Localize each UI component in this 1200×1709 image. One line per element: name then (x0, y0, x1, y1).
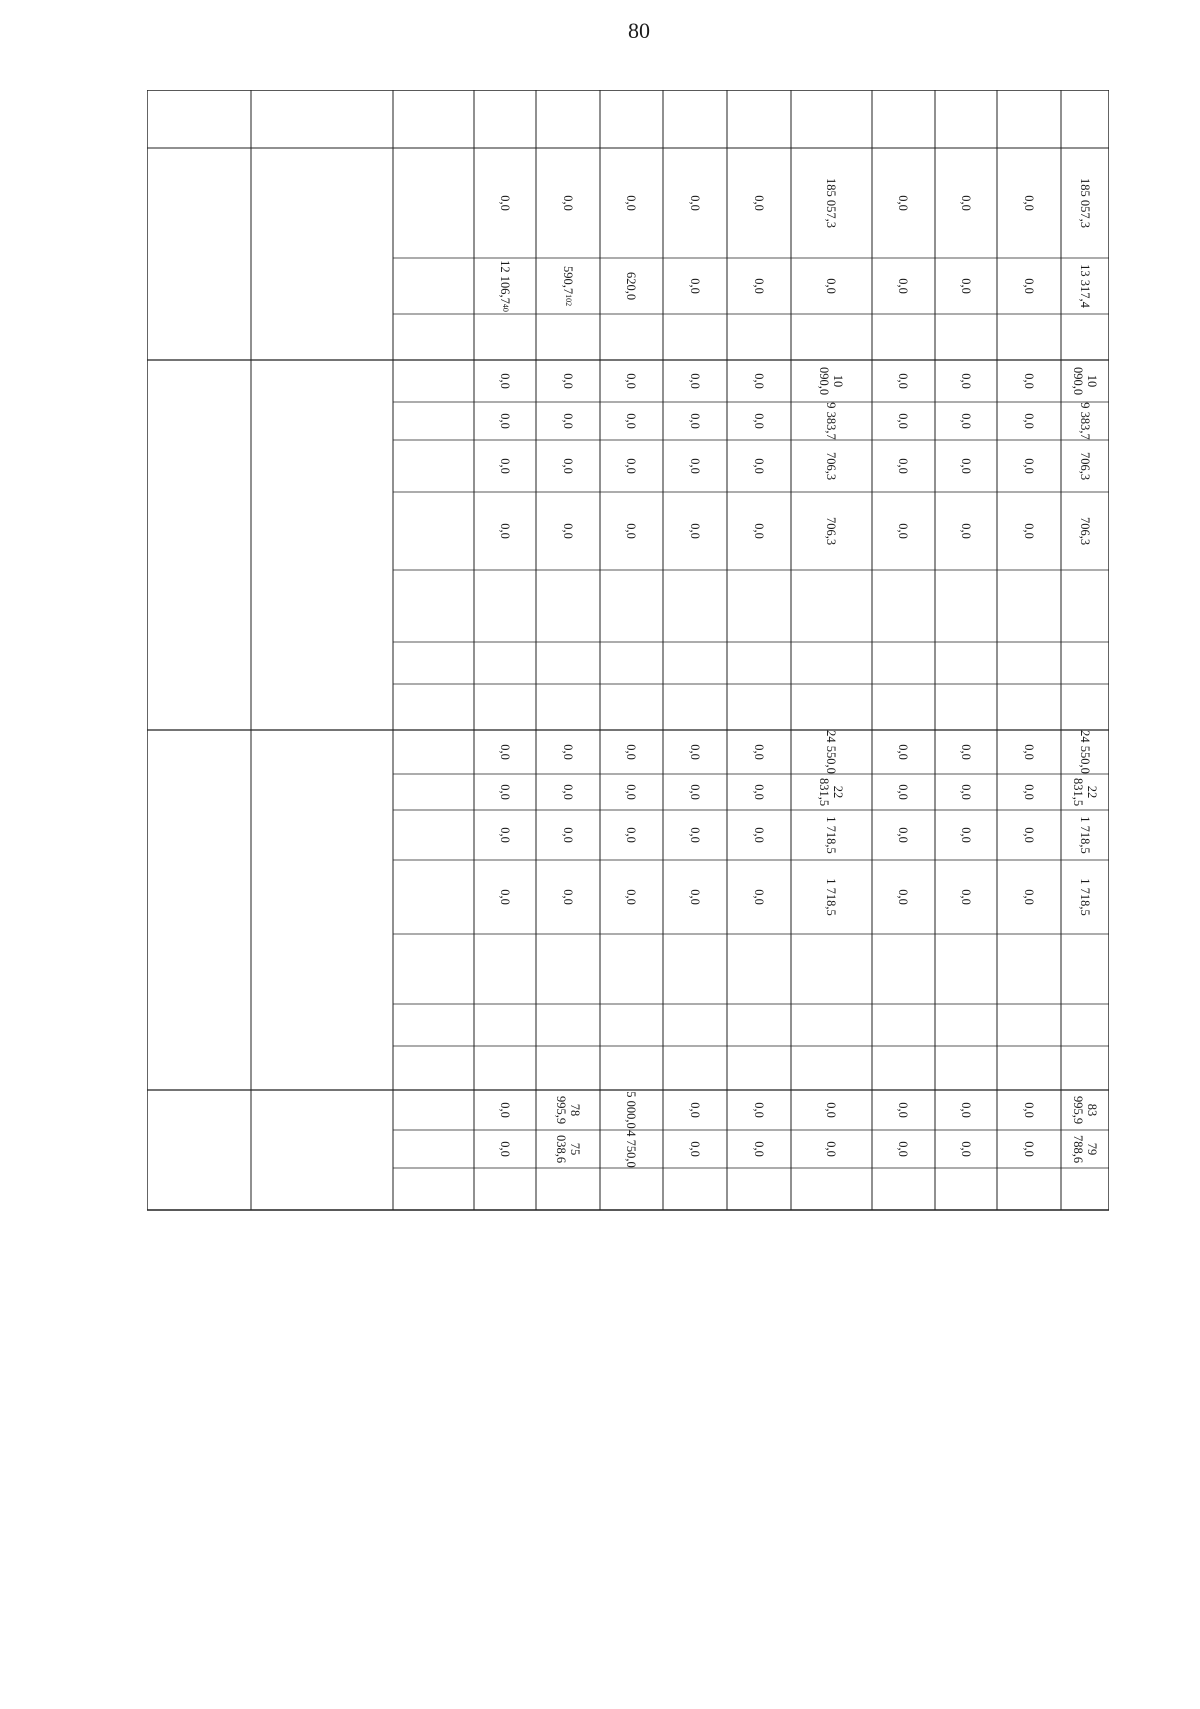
amount-cell (663, 1130, 727, 1168)
page-number: 80 (628, 18, 650, 43)
column-number-header (935, 90, 997, 148)
source-label (395, 862, 472, 937)
amount-cell (536, 440, 600, 492)
amount-value: 0,0 (688, 523, 702, 539)
amount-cell (935, 402, 997, 440)
amount-cell (727, 492, 791, 570)
amount-cell (1061, 148, 1109, 258)
amount-cell (1061, 440, 1109, 492)
amount-cell (536, 1130, 600, 1168)
amount-cell (791, 492, 872, 570)
amount-cell (474, 258, 536, 314)
amount-cell (935, 360, 997, 402)
amount-value: 620,0 (624, 271, 639, 301)
amount-value: 0,0 (498, 195, 512, 211)
amount-cell (997, 1090, 1061, 1130)
amount-cell (663, 1090, 727, 1130)
amount-cell (791, 440, 872, 492)
amount-cell (474, 774, 536, 810)
amount-cell (935, 810, 997, 860)
amount-value: 0,0 (752, 413, 766, 429)
amount-value: 0,0 (498, 744, 512, 760)
source-label (395, 686, 472, 733)
amount-cell (1061, 360, 1109, 402)
amount-value: 1 718,5 (824, 816, 839, 854)
column-number-header (600, 90, 663, 148)
amount-value: 0,0 (561, 523, 575, 539)
amount-cell (663, 810, 727, 860)
amount-cell (474, 1130, 536, 1168)
measure-title (149, 364, 248, 733)
amount-cell (536, 730, 600, 774)
amount-value: 0,0 (624, 413, 639, 429)
amount-cell (536, 1090, 600, 1130)
amount-cell (663, 360, 727, 402)
amount-value: 0,0 (1022, 458, 1036, 474)
amount-cell (1061, 1130, 1109, 1168)
amount-value: 0,0 (1022, 827, 1036, 843)
amount-cell (791, 1090, 872, 1130)
amount-value: 0,0 (561, 413, 575, 429)
amount-value: 0,0 (896, 458, 911, 474)
amount-cell (727, 258, 791, 314)
amount-cell (474, 360, 536, 402)
source-label (395, 404, 472, 443)
amount-value: 10 090,0 (817, 366, 846, 396)
amount-cell (791, 774, 872, 810)
column-number-header (393, 90, 474, 148)
amount-cell (997, 360, 1061, 402)
amount-value: 0,0 (688, 1141, 702, 1157)
amount-value: 0,0 (561, 784, 575, 800)
amount-cell (536, 148, 600, 258)
amount-value: 590,7 (561, 265, 575, 295)
amount-value: 0,0 (752, 1102, 766, 1118)
amount-value: 0,0 (1022, 278, 1036, 294)
amount-value: 0,0 (1022, 195, 1036, 211)
column-number-header (251, 90, 393, 148)
amount-value: 0,0 (959, 1141, 973, 1157)
amount-cell (1061, 1090, 1109, 1130)
amount-value: 0,0 (498, 1141, 512, 1157)
amount-value: 706,3 (824, 451, 839, 481)
amount-cell (997, 440, 1061, 492)
amount-value: 0,0 (498, 784, 512, 800)
amount-cell (536, 860, 600, 934)
column-number-header (872, 90, 935, 148)
column-number-header (1061, 90, 1109, 148)
amount-cell (1061, 492, 1109, 570)
amount-cell (727, 860, 791, 934)
amount-value: 0,0 (752, 744, 766, 760)
amount-value: 0,0 (896, 523, 911, 539)
amount-value: 0,0 (959, 889, 973, 905)
amount-cell (997, 730, 1061, 774)
rotated-table-frame (147, 90, 1109, 1640)
amount-cell (600, 1130, 663, 1168)
source-label (395, 776, 472, 813)
amount-value: 75 038,6 (554, 1134, 582, 1164)
amount-value: 0,0 (959, 413, 973, 429)
amount-value: 0,0 (1022, 889, 1036, 905)
amount-value: 0,0 (896, 1102, 911, 1118)
amount-cell (663, 492, 727, 570)
amount-cell (872, 860, 935, 934)
amount-value: 0,0 (824, 278, 839, 294)
amount-value: 0,0 (959, 1102, 973, 1118)
amount-cell (997, 148, 1061, 258)
amount-value: 0,0 (688, 373, 702, 389)
amount-value: 706,3 (1078, 451, 1092, 481)
source-label (395, 150, 472, 261)
column-number-header (474, 90, 536, 148)
amount-cell (600, 360, 663, 402)
amount-value: 0,0 (959, 458, 973, 474)
amount-value: 0,0 (688, 784, 702, 800)
amount-value: 0,0 (752, 195, 766, 211)
amount-value: 0,0 (752, 278, 766, 294)
amount-cell (935, 860, 997, 934)
amount-value: 0,0 (896, 413, 911, 429)
amount-cell (997, 402, 1061, 440)
amount-value: 0,0 (624, 373, 639, 389)
source-label (395, 1048, 472, 1093)
amount-cell (791, 1130, 872, 1168)
amount-value: 0,0 (896, 278, 911, 294)
amount-value: 24 550,0 (824, 730, 839, 774)
amount-cell (997, 492, 1061, 570)
amount-value: 9 383,7 (1078, 402, 1092, 440)
source-label (395, 732, 472, 777)
amount-cell (1061, 730, 1109, 774)
amount-value: 1 718,5 (1078, 816, 1092, 854)
source-label (395, 1006, 472, 1049)
amount-cell (935, 258, 997, 314)
amount-cell (872, 1130, 935, 1168)
amount-value: 0,0 (824, 1102, 839, 1118)
amount-cell (600, 1090, 663, 1130)
amount-value: 0,0 (624, 889, 639, 905)
amount-value: 0,0 (959, 744, 973, 760)
amount-value: 0,0 (498, 413, 512, 429)
amount-cell (727, 440, 791, 492)
responsible-executor (255, 368, 389, 730)
amount-cell (727, 730, 791, 774)
amount-value: 0,0 (561, 827, 575, 843)
amount-cell (872, 1090, 935, 1130)
column-number-header (727, 90, 791, 148)
amount-value: 13 317,4 (1078, 264, 1092, 308)
amount-value: 5 000,0 (624, 1091, 639, 1129)
amount-cell (600, 774, 663, 810)
amount-value: 22 831,5 (817, 777, 846, 807)
amount-value: 0,0 (1022, 1102, 1036, 1118)
amount-value: 0,0 (498, 827, 512, 843)
footnote-marker: 40 (501, 303, 510, 312)
amount-cell (872, 774, 935, 810)
amount-value: 0,0 (561, 889, 575, 905)
responsible-executor (255, 738, 389, 1090)
amount-cell (791, 402, 872, 440)
measure-title (149, 1094, 248, 1213)
amount-value: 0,0 (1022, 413, 1036, 429)
source-label (395, 644, 472, 687)
amount-cell (872, 258, 935, 314)
column-number-header (536, 90, 600, 148)
column-number-header (997, 90, 1061, 148)
amount-value: 0,0 (896, 889, 911, 905)
amount-value: 0,0 (688, 195, 702, 211)
amount-cell (474, 860, 536, 934)
amount-value: 0,0 (561, 458, 575, 474)
amount-cell (935, 148, 997, 258)
amount-value: 1 718,5 (1078, 878, 1092, 916)
amount-cell (1061, 860, 1109, 934)
source-label (395, 494, 472, 573)
amount-value: 0,0 (624, 784, 639, 800)
amount-value: 0,0 (688, 744, 702, 760)
amount-value: 22 831,5 (1071, 777, 1099, 807)
amount-cell (474, 440, 536, 492)
amount-value: 0,0 (959, 195, 973, 211)
source-label (395, 572, 472, 645)
amount-value: 0,0 (1022, 744, 1036, 760)
amount-cell (536, 402, 600, 440)
amount-cell (663, 730, 727, 774)
amount-cell (600, 860, 663, 934)
amount-value: 0,0 (959, 373, 973, 389)
amount-value: 706,3 (824, 516, 839, 546)
amount-cell (474, 1090, 536, 1130)
amount-value: 0,0 (959, 278, 973, 294)
amount-cell (935, 1090, 997, 1130)
amount-cell (474, 730, 536, 774)
amount-cell (600, 492, 663, 570)
amount-value: 0,0 (752, 523, 766, 539)
amount-cell (997, 860, 1061, 934)
amount-cell (791, 810, 872, 860)
amount-value: 0,0 (498, 458, 512, 474)
amount-value: 0,0 (624, 744, 639, 760)
amount-value: 0,0 (688, 458, 702, 474)
amount-cell (474, 810, 536, 860)
responsible-executor (255, 1098, 389, 1210)
amount-value: 0,0 (1022, 1141, 1036, 1157)
amount-cell (727, 148, 791, 258)
amount-value: 4 750,0 (624, 1130, 639, 1168)
source-label (395, 812, 472, 863)
amount-value: 0,0 (896, 744, 911, 760)
amount-cell (536, 774, 600, 810)
amount-cell (727, 402, 791, 440)
amount-cell (536, 810, 600, 860)
amount-value: 78 995,9 (554, 1095, 582, 1125)
amount-value: 185 057,3 (1078, 178, 1092, 228)
amount-cell (935, 1130, 997, 1168)
amount-value: 0,0 (1022, 523, 1036, 539)
amount-value: 0,0 (688, 827, 702, 843)
amount-value: 9 383,7 (824, 402, 839, 440)
amount-value: 0,0 (896, 1141, 911, 1157)
amount-cell (663, 774, 727, 810)
amount-value: 12 106,7 (498, 260, 512, 304)
amount-value: 0,0 (688, 1102, 702, 1118)
footnote-marker: 102 (564, 294, 573, 307)
amount-cell (791, 860, 872, 934)
amount-cell (727, 360, 791, 402)
amount-cell (997, 774, 1061, 810)
amount-cell (872, 440, 935, 492)
amount-value: 0,0 (688, 278, 702, 294)
column-number-header (147, 90, 251, 148)
amount-value: 0,0 (752, 1141, 766, 1157)
amount-value: 0,0 (624, 195, 639, 211)
amount-value: 0,0 (959, 523, 973, 539)
amount-value: 0,0 (896, 827, 911, 843)
amount-value: 0,0 (624, 458, 639, 474)
amount-cell (872, 730, 935, 774)
amount-value: 0,0 (561, 373, 575, 389)
amount-value: 0,0 (498, 373, 512, 389)
amount-value: 0,0 (959, 827, 973, 843)
amount-cell (600, 810, 663, 860)
amount-cell (1061, 810, 1109, 860)
amount-value: 24 550,0 (1078, 730, 1092, 774)
amount-cell (791, 258, 872, 314)
amount-cell (663, 860, 727, 934)
amount-cell (536, 492, 600, 570)
amount-value: 0,0 (896, 373, 911, 389)
amount-value: 706,3 (1078, 516, 1092, 546)
amount-cell (600, 440, 663, 492)
source-label (395, 1132, 472, 1171)
amount-cell (474, 492, 536, 570)
amount-cell (872, 148, 935, 258)
amount-cell (536, 258, 600, 314)
amount-value: 0,0 (752, 827, 766, 843)
amount-cell (997, 258, 1061, 314)
amount-cell (663, 148, 727, 258)
amount-cell (935, 492, 997, 570)
amount-value: 0,0 (498, 1102, 512, 1118)
amount-value: 0,0 (624, 827, 639, 843)
amount-value: 0,0 (688, 413, 702, 429)
amount-value: 0,0 (688, 889, 702, 905)
amount-cell (727, 810, 791, 860)
amount-value: 0,0 (752, 373, 766, 389)
source-label (395, 1092, 472, 1133)
amount-value: 0,0 (624, 523, 639, 539)
amount-cell (872, 810, 935, 860)
column-number-header (791, 90, 872, 148)
source-label (395, 316, 472, 363)
amount-cell (935, 730, 997, 774)
amount-value: 185 057,3 (824, 178, 839, 228)
amount-cell (872, 492, 935, 570)
amount-value: 0,0 (752, 458, 766, 474)
amount-value: 0,0 (561, 195, 575, 211)
amount-cell (872, 402, 935, 440)
amount-cell (935, 774, 997, 810)
amount-cell (791, 730, 872, 774)
source-label (395, 936, 472, 1007)
amount-cell (600, 148, 663, 258)
amount-value: 0,0 (1022, 373, 1036, 389)
amount-cell (663, 440, 727, 492)
amount-value: 0,0 (896, 195, 911, 211)
amount-value: 83 995,9 (1071, 1095, 1099, 1125)
amount-cell (1061, 774, 1109, 810)
source-label (395, 442, 472, 495)
amount-cell (935, 440, 997, 492)
amount-cell (997, 1130, 1061, 1168)
amount-value: 1 718,5 (824, 878, 839, 916)
amount-value: 0,0 (959, 784, 973, 800)
amount-value: 0,0 (752, 889, 766, 905)
amount-value: 0,0 (498, 889, 512, 905)
amount-value: 0,0 (896, 784, 911, 800)
amount-cell (663, 402, 727, 440)
amount-value: 79 788,6 (1071, 1134, 1099, 1164)
amount-cell (791, 360, 872, 402)
amount-cell (872, 360, 935, 402)
amount-cell (791, 148, 872, 258)
source-label (395, 260, 472, 317)
amount-value: 0,0 (752, 784, 766, 800)
amount-cell (474, 402, 536, 440)
amount-cell (663, 258, 727, 314)
amount-value: 10 090,0 (1071, 366, 1099, 396)
source-label (395, 1170, 472, 1213)
amount-cell (1061, 402, 1109, 440)
amount-cell (997, 810, 1061, 860)
amount-value: 0,0 (824, 1141, 839, 1157)
column-number-header (663, 90, 727, 148)
amount-cell (474, 148, 536, 258)
amount-cell (536, 360, 600, 402)
amount-cell (727, 1130, 791, 1168)
amount-value: 0,0 (561, 744, 575, 760)
amount-cell (727, 1090, 791, 1130)
amount-cell (600, 258, 663, 314)
amount-cell (727, 774, 791, 810)
amount-value: 0,0 (498, 523, 512, 539)
amount-cell (1061, 258, 1109, 314)
source-label (395, 362, 472, 405)
amount-cell (600, 730, 663, 774)
amount-value: 0,0 (1022, 784, 1036, 800)
amount-cell (600, 402, 663, 440)
measure-title (149, 734, 248, 1093)
